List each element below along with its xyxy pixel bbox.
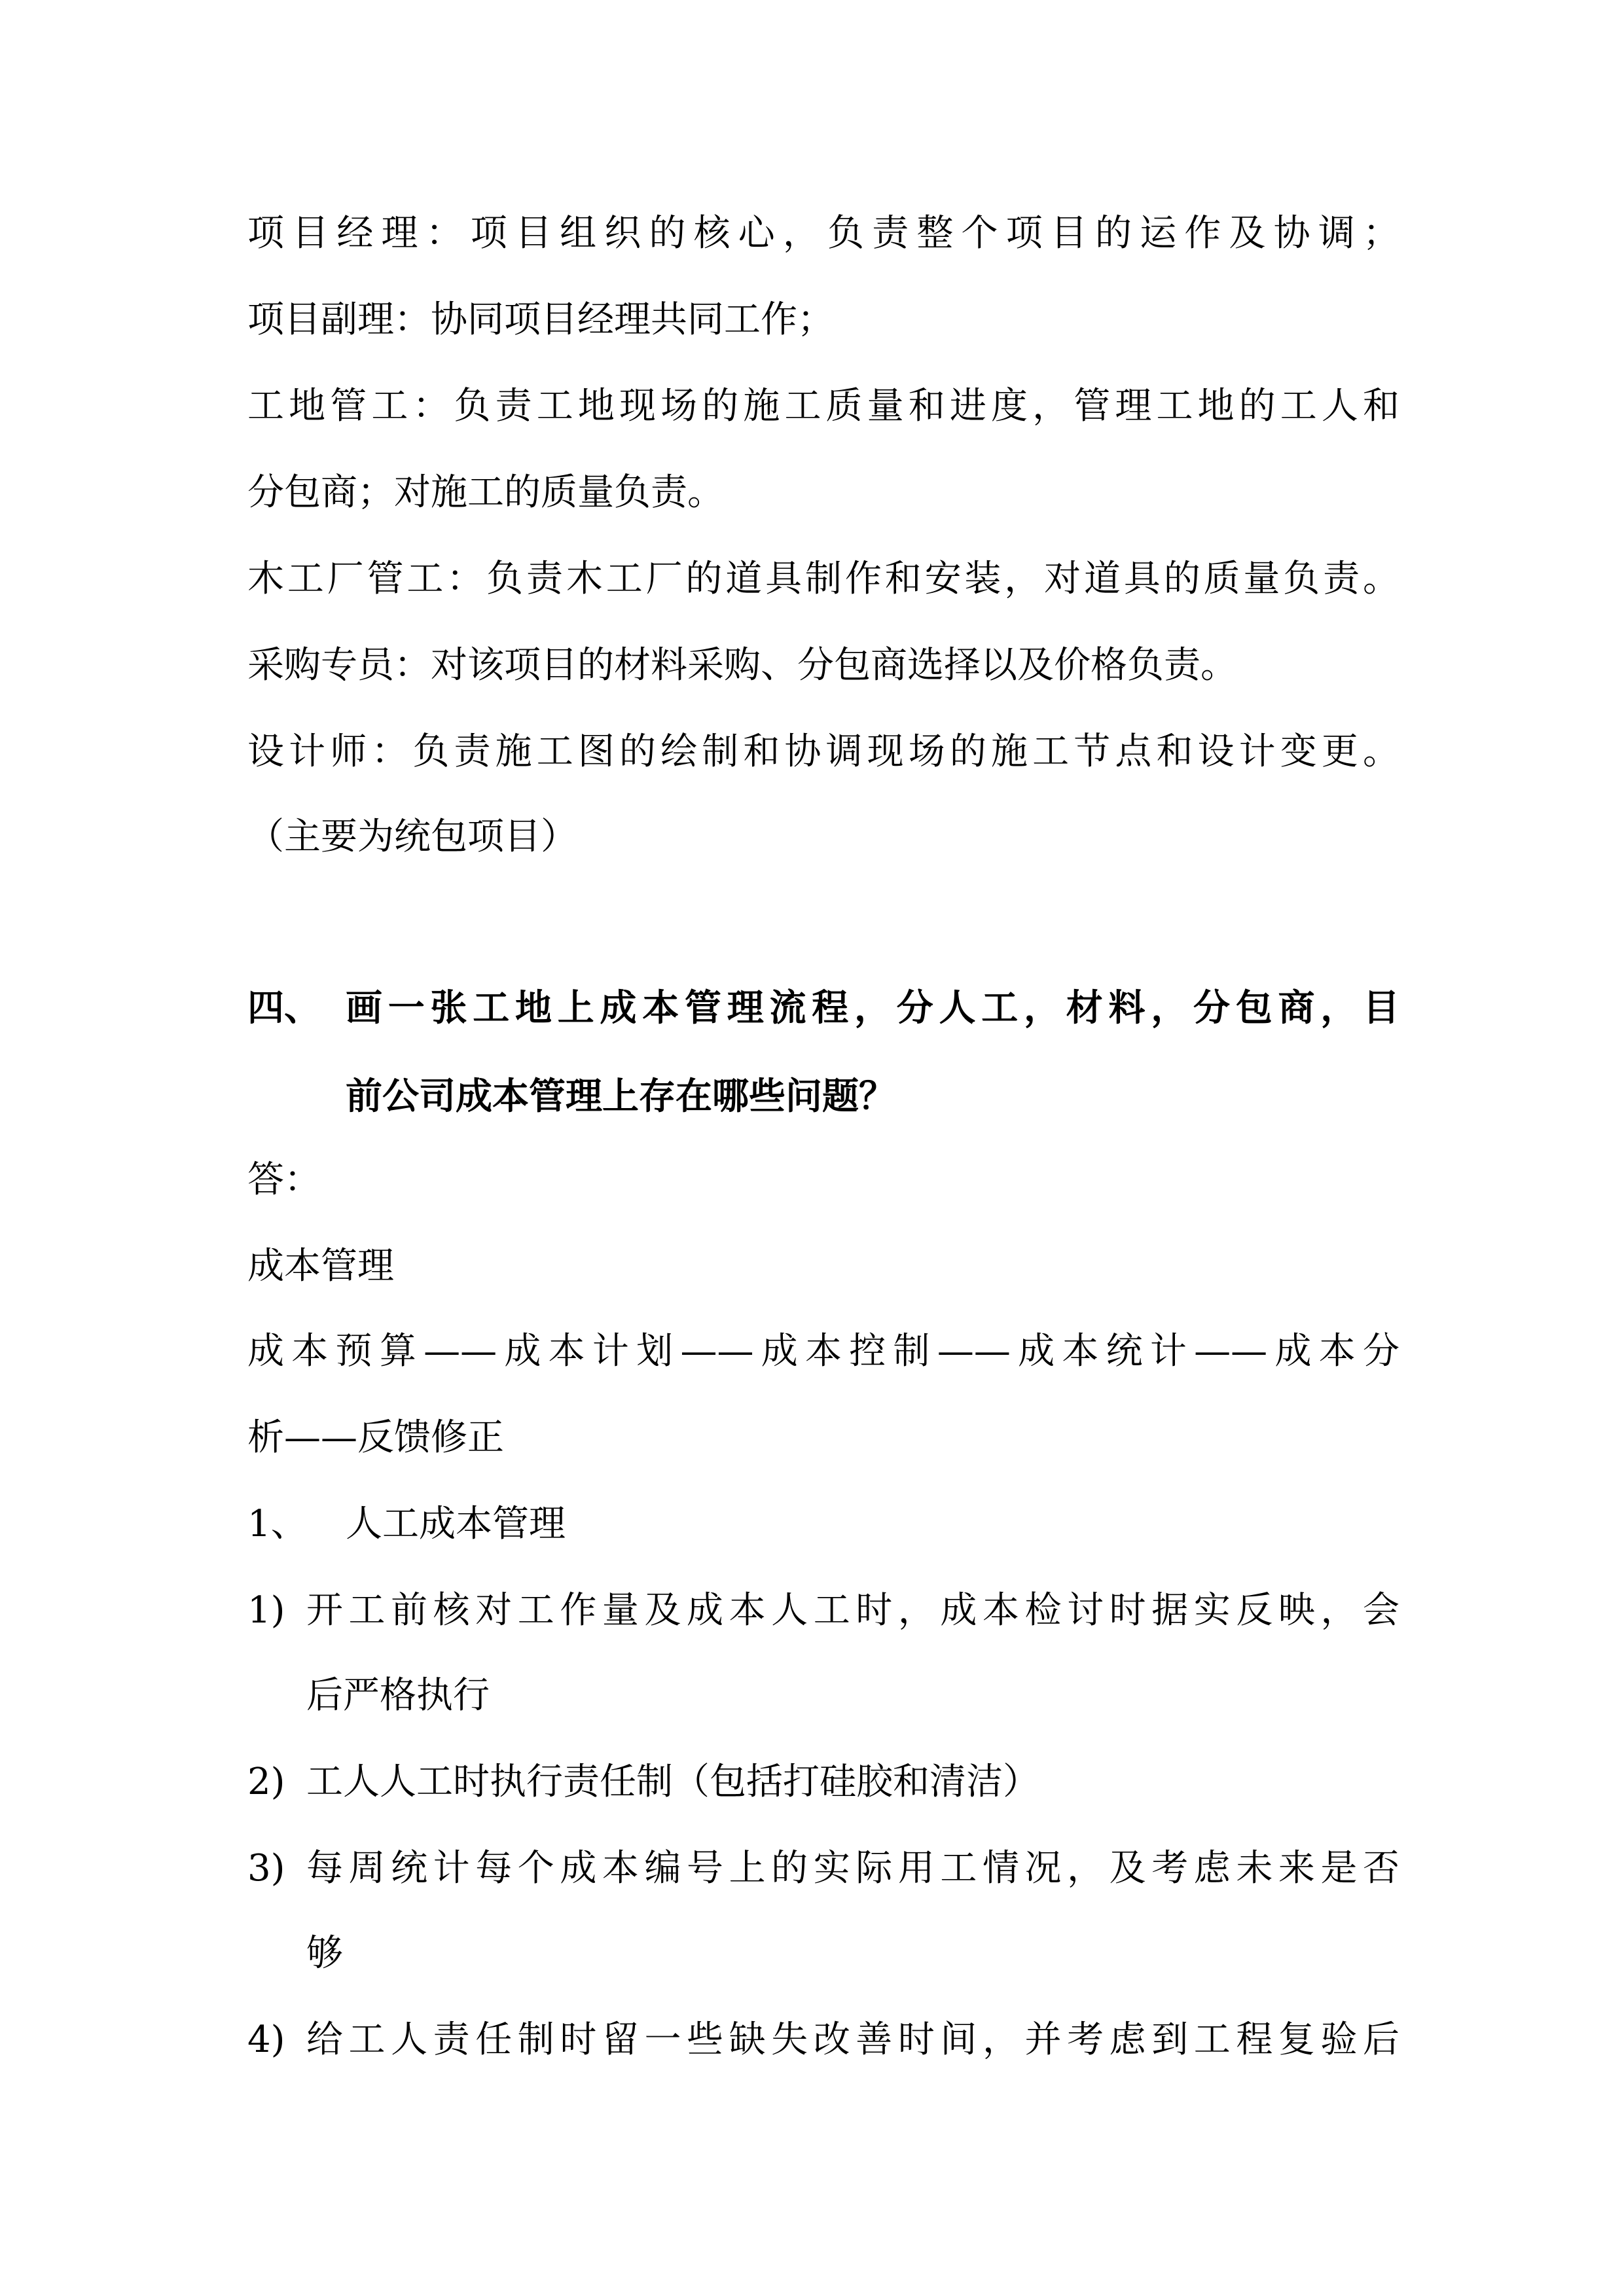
flow-line2: 析——反馈修正 <box>247 1416 504 1459</box>
role-designer: 设计师：负责施工图的绘制和协调现场的施工节点和设计变更。 <box>247 730 1399 773</box>
list-item-text: 每周统计每个成本编号上的实际用工情况，及考虑未来是否 <box>306 1847 1399 1890</box>
list-item-text-cont: 够 <box>306 1932 343 1975</box>
list-item-number: 3) <box>247 1847 285 1890</box>
role-workshop-foreman: 木工厂管工：负责木工厂的道具制作和安装，对道具的质量负责。 <box>247 558 1399 600</box>
section-title-line2: 前公司成本管理上存在哪些问题？ <box>346 1075 895 1118</box>
list-item-text: 工人人工时执行责任制（包括打硅胶和清洁） <box>306 1761 1039 1803</box>
answer-label: 答： <box>247 1158 321 1201</box>
role-site-foreman-line1: 工地管工：负责工地现场的施工质量和进度，管理工地的工人和 <box>247 385 1399 427</box>
subsection-number: 1、 <box>247 1503 308 1545</box>
section-title-line1: 画一张工地上成本管理流程，分人工，材料，分包商，目 <box>346 986 1399 1030</box>
flow-line1: 成本预算——成本计划——成本控制——成本统计——成本分 <box>247 1330 1399 1372</box>
role-note: （主要为统包项目） <box>247 816 577 858</box>
subsection-title: 人工成本管理 <box>346 1503 566 1545</box>
list-item-text-cont: 后严格执行 <box>306 1674 490 1717</box>
list-item-text: 开工前核对工作量及成本人工时，成本检讨时据实反映，会 <box>306 1589 1399 1632</box>
role-site-foreman-line2: 分包商；对施工的质量负责。 <box>247 471 724 514</box>
answer-heading: 成本管理 <box>247 1245 394 1287</box>
role-deputy-manager: 项目副理：协同项目经理共同工作； <box>247 298 834 341</box>
list-item-number: 2) <box>247 1761 285 1803</box>
section-number: 四、 <box>247 986 321 1030</box>
list-item-text: 给工人责任制时留一些缺失改善时间，并考虑到工程复验后 <box>306 2018 1399 2061</box>
list-item-number: 4) <box>247 2018 285 2061</box>
list-item-number: 1) <box>247 1589 285 1632</box>
role-project-manager: 项目经理：项目组织的核心，负责整个项目的运作及协调； <box>247 212 1399 255</box>
role-purchasing: 采购专员：对该项目的材料采购、分包商选择以及价格负责。 <box>247 644 1237 687</box>
